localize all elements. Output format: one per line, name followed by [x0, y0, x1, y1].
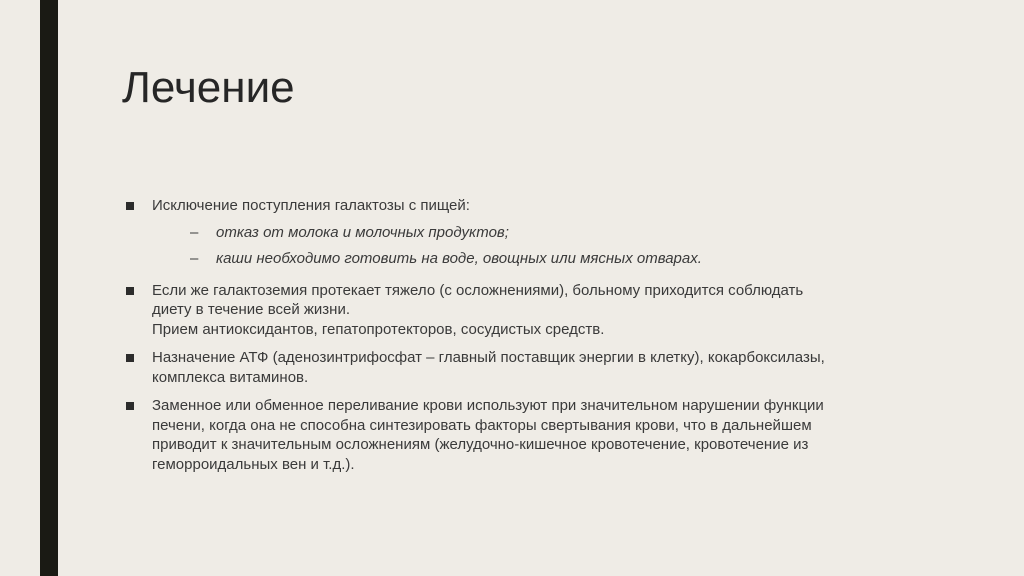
square-bullet-icon: [126, 202, 134, 210]
sub-item: [152, 249, 922, 269]
bullet-line: геморроидальных вен и т.д.).: [152, 455, 355, 473]
bullet-line: печени, когда она не способна синтезировать факторы свертывания крови, что в дальнейшем: [152, 416, 812, 434]
bullet-line: диету в течение всей жизни.: [152, 301, 351, 318]
bullet-item: [122, 348, 922, 387]
sub-item-text: каши необходимо готовить на воде, овощных или мясных отварах.: [216, 250, 702, 267]
slide-title: Лечение: [122, 63, 295, 112]
sub-item-text: отказ от молока и молочных продуктов;: [216, 223, 509, 241]
dash-marker: –: [190, 223, 199, 241]
bullet-item: [122, 281, 922, 340]
square-bullet-icon: [126, 354, 134, 362]
bullet-line: Прием антиоксидантов, гепатопротекторов, сосудистых средств.: [152, 320, 605, 338]
bullet-text: Исключение поступления галактозы с пищей:: [152, 197, 470, 214]
bullet-item: [122, 196, 922, 269]
bullet-line: Если же галактоземия протекает тяжело (с осложнениями), больному приходится соблюдать: [152, 281, 804, 299]
square-bullet-icon: [126, 287, 134, 295]
bullet-line: Заменное или обменное переливание крови используют при значительном нарушении функции: [152, 397, 824, 414]
sub-item: [152, 223, 922, 243]
square-bullet-icon: [126, 402, 134, 410]
dash-marker: –: [190, 250, 199, 267]
accent-bar: [40, 0, 58, 576]
bullet-item: [122, 396, 922, 474]
slide-content: [122, 196, 922, 483]
bullet-line: приводит к значительным осложнениям (желудочно-кишечное кровотечение, кровотечение из: [152, 436, 809, 453]
bullet-line: Назначение АТФ (аденозинтрифосфат – главный поставщик энергии в клетку), кокарбоксилазы,: [152, 349, 825, 366]
bullet-line: комплекса витаминов.: [152, 368, 309, 386]
